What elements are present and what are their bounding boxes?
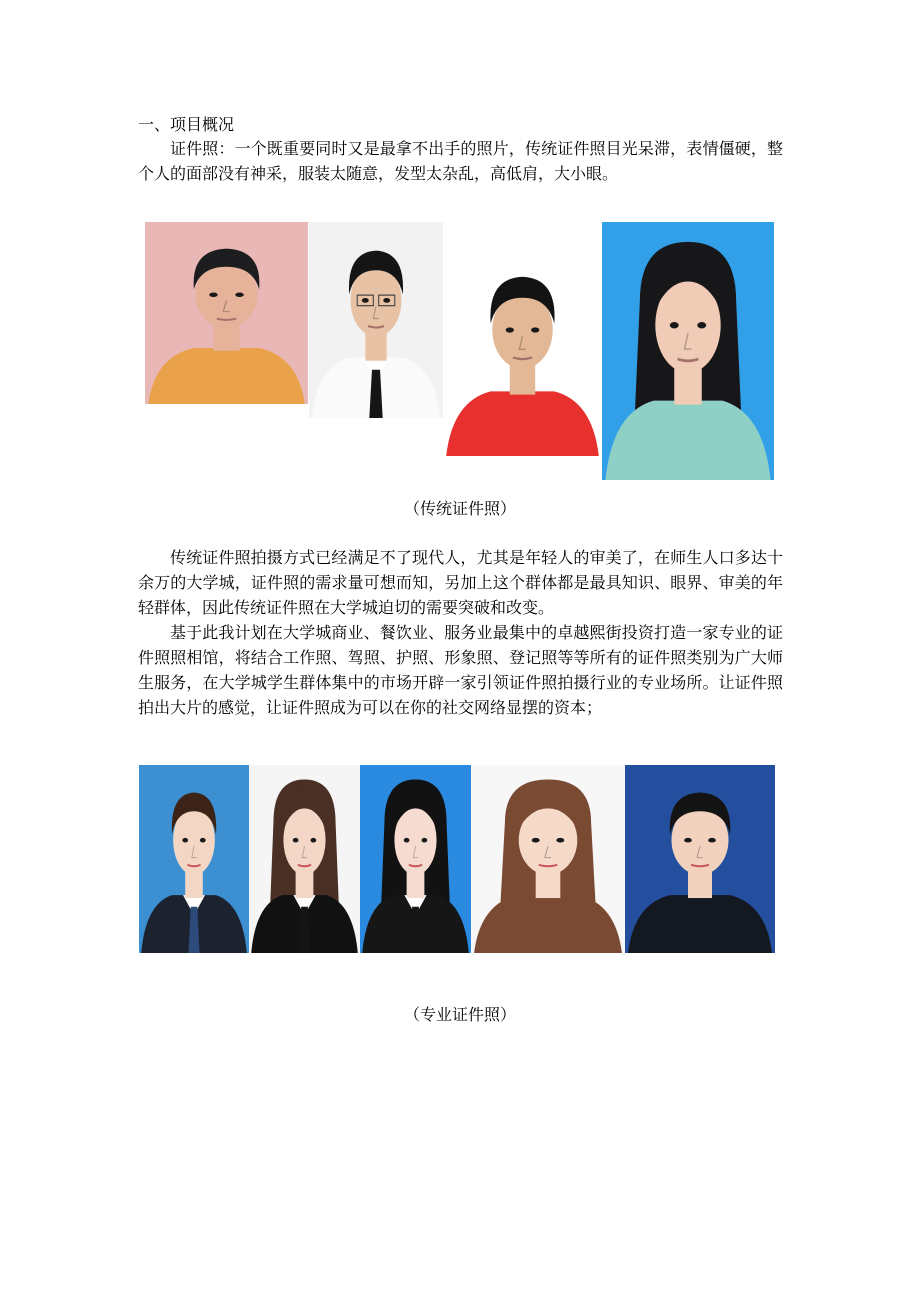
- professional-photo-4: [471, 765, 625, 953]
- traditional-photo-3: [443, 246, 602, 456]
- traditional-photo-1: [145, 222, 308, 404]
- professional-photo-3: [360, 765, 471, 953]
- professional-photo-2: [249, 765, 360, 953]
- caption-professional: （专业证件照）: [403, 1005, 516, 1024]
- paragraph-demand: 传统证件照拍摄方式已经满足不了现代人，尤其是年轻人的审美了，在师生人口多达十余万的大学城，证件照的需求量可想而知，另加上这个群体都是最具知识、眼界、审美的年轻群体，因此传统证件照在大学城迫切的需要突破和改变。: [138, 548, 783, 617]
- professional-photo-5: [625, 765, 775, 953]
- paragraph-intro: 证件照：一个既重要同时又是最拿不出手的照片，传统证件照目光呆滞，表情僵硬，整个人的面部没有神采，服装太随意，发型太杂乱，高低肩，大小眼。: [138, 139, 783, 183]
- traditional-photo-2: [309, 222, 443, 418]
- section-heading: 一、项目概况: [138, 115, 235, 134]
- caption-traditional: （传统证件照）: [403, 499, 516, 518]
- traditional-photo-4: [602, 222, 774, 480]
- paragraph-plan: 基于此我计划在大学城商业、餐饮业、服务业最集中的卓越熙街投资打造一家专业的证件照照相馆，将结合工作照、驾照、护照、形象照、登记照等等所有的证件照类别为广大师生服务，在大学城学生群体集中的市场开辟一家引领证件照拍摄行业的专业场所。让证件照拍出大片的感觉，让证件照成为可以在你的社交网络显摆的资本；: [138, 623, 783, 717]
- professional-photo-1: [139, 765, 249, 953]
